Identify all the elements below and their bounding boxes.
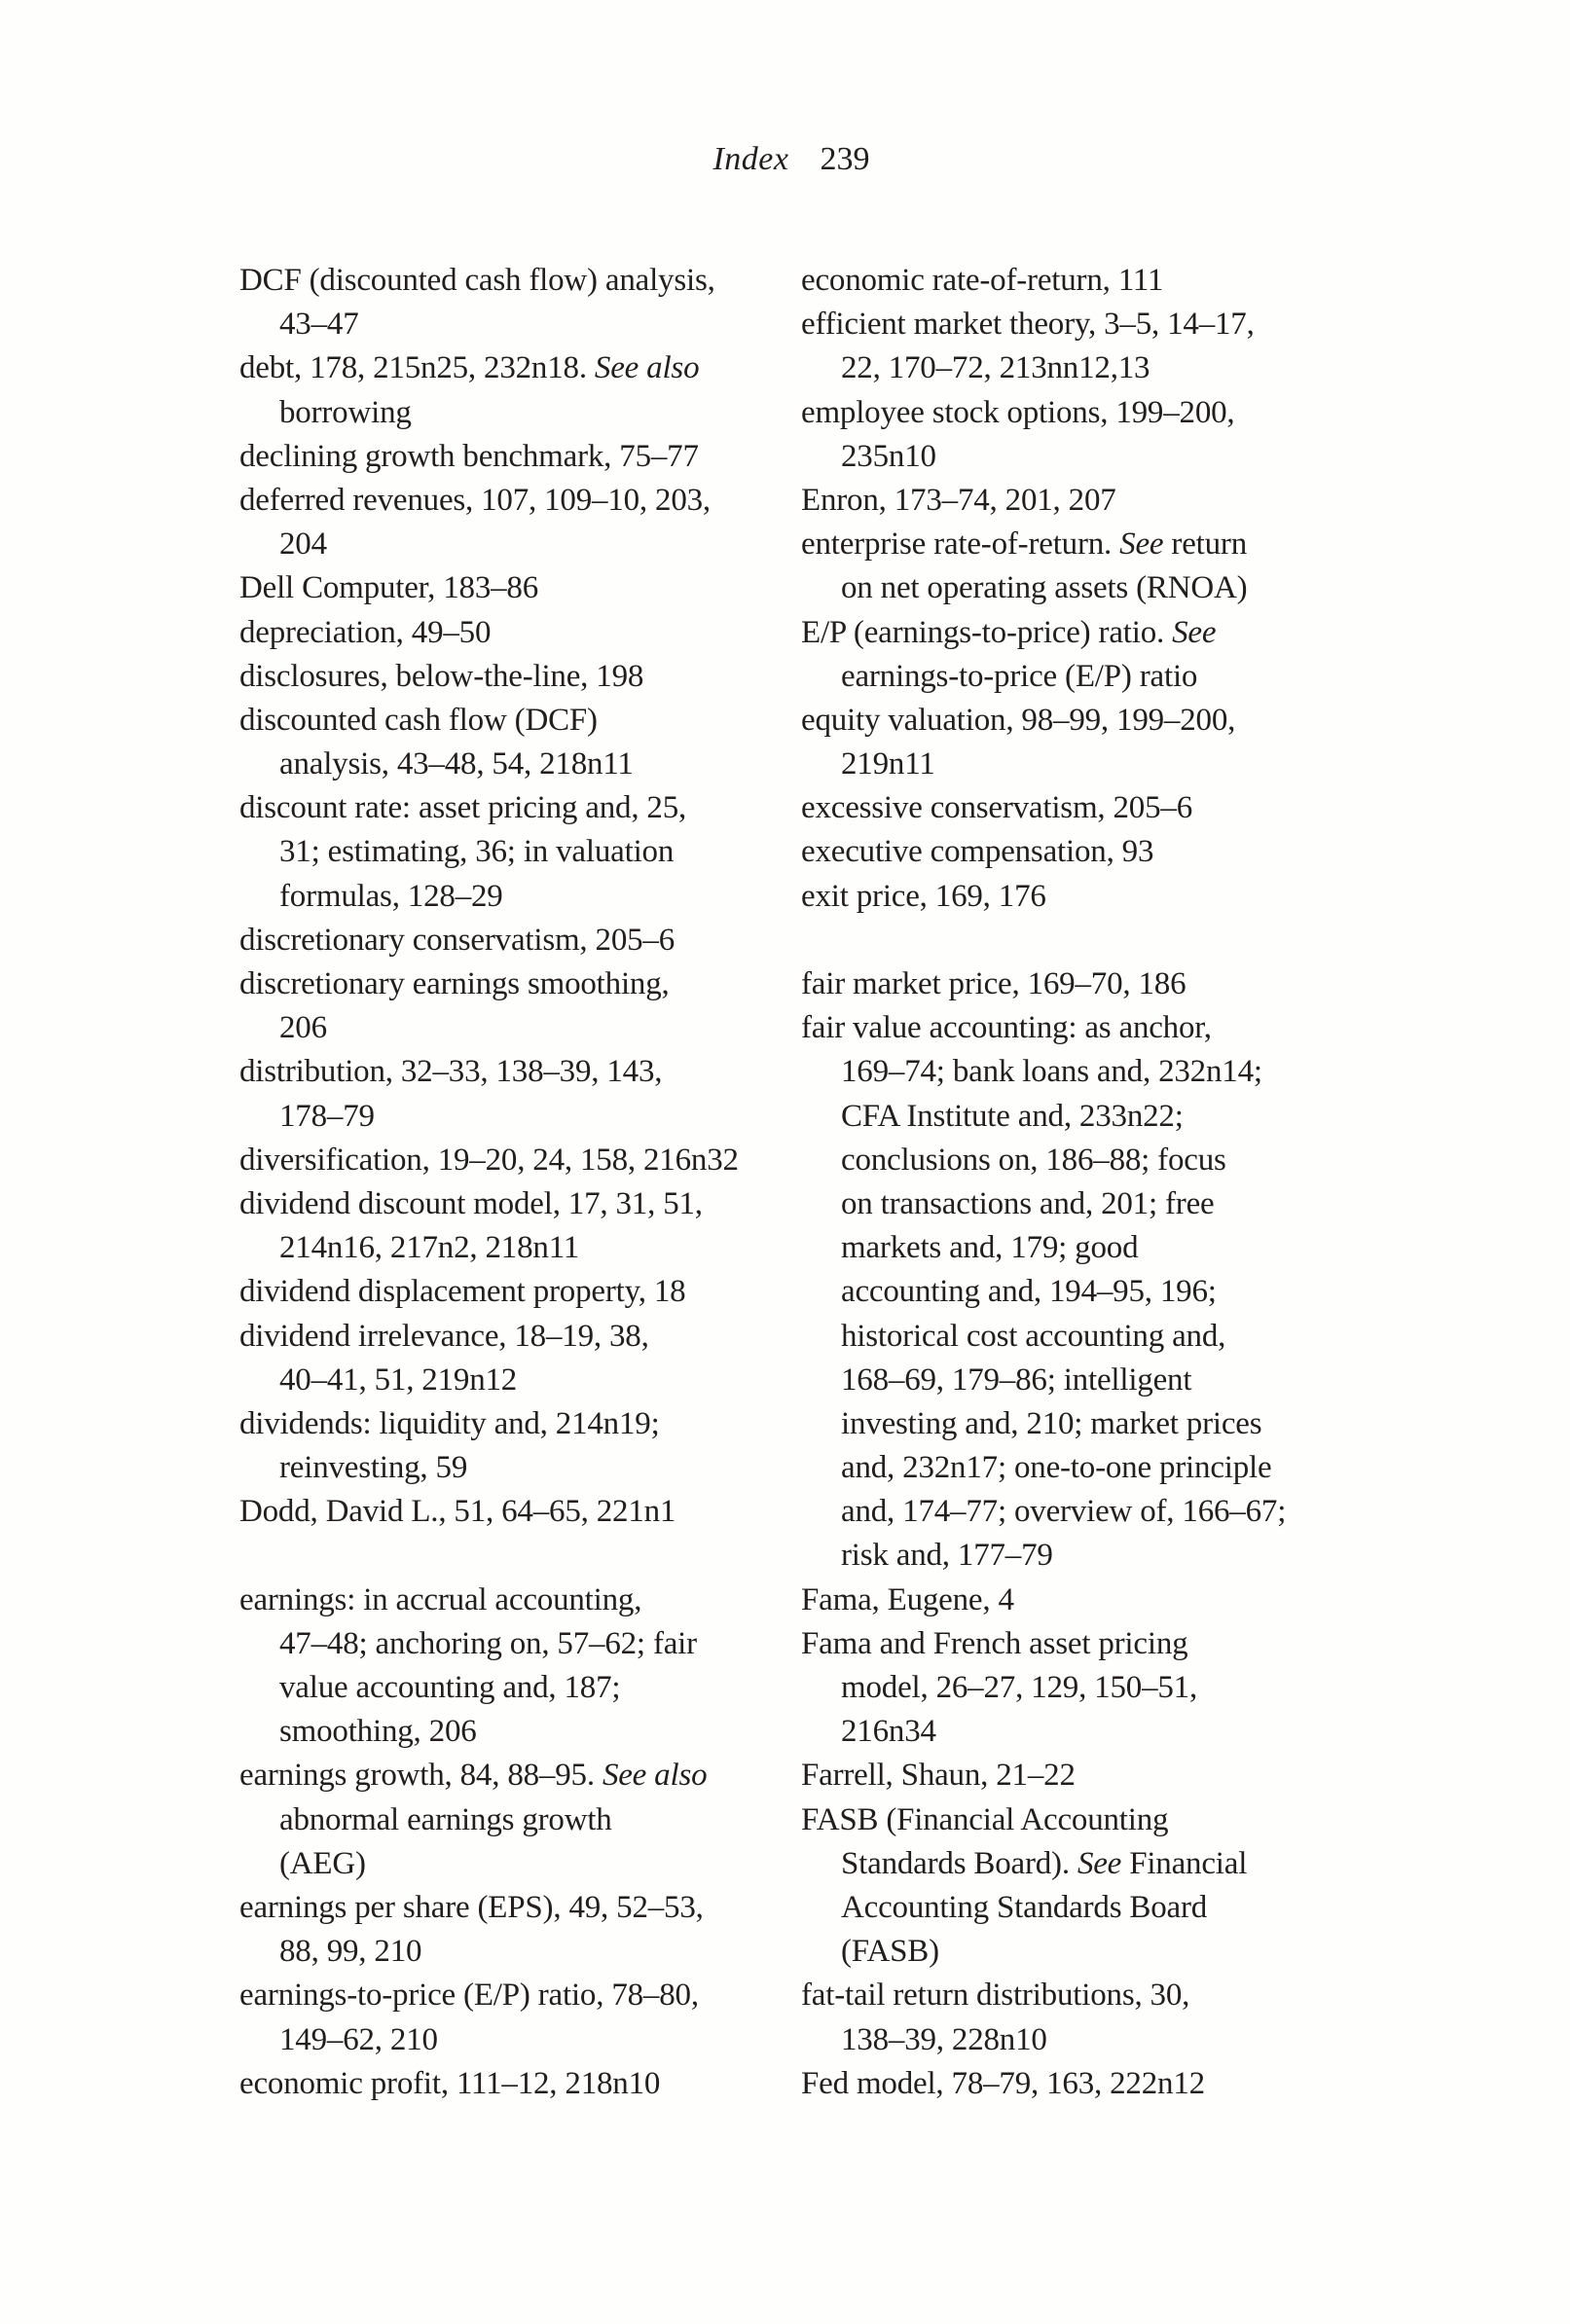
index-entry: deferred revenues, 107, 109–10, 203,	[239, 482, 711, 518]
index-entry: declining growth benchmark, 75–77	[239, 438, 699, 474]
index-entry-continuation: risk and, 177–79	[841, 1538, 1053, 1574]
page-number: 239	[820, 141, 870, 177]
index-entry: employee stock options, 199–200,	[801, 394, 1235, 430]
index-entry: E/P (earnings-to-price) ratio. See	[801, 614, 1217, 650]
index-entry-continuation: markets and, 179; good	[841, 1230, 1139, 1266]
index-entry-continuation: and, 174–77; overview of, 166–67;	[841, 1494, 1287, 1530]
index-entry: Fama and French asset pricing	[801, 1625, 1188, 1661]
index-entry: Enron, 173–74, 201, 207	[801, 482, 1116, 518]
index-entry-continuation: abnormal earnings growth	[279, 1801, 612, 1837]
index-entry-continuation: analysis, 43–48, 54, 218n11	[279, 746, 634, 782]
index-entry: Fed model, 78–79, 163, 222n12	[801, 2065, 1205, 2101]
index-entry-continuation: 219n11	[841, 746, 935, 782]
index-entry-continuation: and, 232n17; one-to-one principle	[841, 1450, 1272, 1486]
index-entry: economic rate-of-return, 111	[801, 263, 1164, 298]
index-entry: economic profit, 111–12, 218n10	[239, 2065, 661, 2101]
index-entry: Dell Computer, 183–86	[239, 570, 539, 606]
index-entry: dividends: liquidity and, 214n19;	[239, 1405, 660, 1441]
index-entry-continuation: on transactions and, 201; free	[841, 1185, 1215, 1221]
running-head	[239, 139, 1343, 180]
index-entry-continuation: 204	[279, 527, 327, 563]
index-entry-continuation: 216n34	[841, 1714, 936, 1750]
index-entry: dividend displacement property, 18	[239, 1274, 686, 1310]
index-entry: DCF (discounted cash flow) analysis,	[239, 263, 715, 298]
index-entry-continuation: historical cost accounting and,	[841, 1318, 1226, 1354]
index-columns	[239, 259, 1343, 2106]
index-entry: enterprise rate-of-return. See return	[801, 527, 1248, 563]
index-entry-continuation: 43–47	[279, 307, 359, 343]
index-entry-continuation: accounting and, 194–95, 196;	[841, 1274, 1217, 1310]
index-entry: dividend discount model, 17, 31, 51,	[239, 1185, 703, 1221]
index-entry-continuation: (AEG)	[279, 1845, 366, 1881]
index-entry-continuation: 22, 170–72, 213nn12,13	[841, 350, 1150, 386]
index-entry-continuation: 214n16, 217n2, 218n11	[279, 1230, 580, 1266]
index-entry: diversification, 19–20, 24, 158, 216n32	[239, 1142, 739, 1178]
index-entry-continuation: 149–62, 210	[279, 2021, 438, 2057]
index-entry: earnings growth, 84, 88–95. See also	[239, 1758, 708, 1794]
index-entry: dividend irrelevance, 18–19, 38,	[239, 1318, 649, 1354]
index-entry: Fama, Eugene, 4	[801, 1581, 1014, 1617]
index-entry-continuation: Accounting Standards Board	[841, 1889, 1208, 1925]
index-entry-continuation: formulas, 128–29	[279, 878, 503, 914]
index-entry: fair market price, 169–70, 186	[801, 966, 1187, 1001]
index-entry: earnings-to-price (E/P) ratio, 78–80,	[239, 1978, 699, 2014]
index-entry: Farrell, Shaun, 21–22	[801, 1758, 1076, 1794]
index-entry: distribution, 32–33, 138–39, 143,	[239, 1054, 663, 1090]
index-entry-continuation: Standards Board). See Financial	[841, 1845, 1248, 1881]
index-entry-continuation: 40–41, 51, 219n12	[279, 1362, 518, 1398]
index-entry: exit price, 169, 176	[801, 878, 1046, 914]
index-entry: efficient market theory, 3–5, 14–17,	[801, 307, 1255, 343]
page-title: Index	[712, 141, 789, 177]
index-entry-continuation: CFA Institute and, 233n22;	[841, 1098, 1184, 1134]
index-entry: fat-tail return distributions, 30,	[801, 1978, 1190, 2014]
index-entry-continuation: value accounting and, 187;	[279, 1670, 621, 1705]
index-entry-continuation: (FASB)	[841, 1934, 939, 1970]
index-entry-continuation: 235n10	[841, 438, 936, 474]
index-entry: excessive conservatism, 205–6	[801, 790, 1193, 826]
index-entry-continuation: 138–39, 228n10	[841, 2021, 1047, 2057]
index-entry-continuation: 47–48; anchoring on, 57–62; fair	[279, 1625, 697, 1661]
index-entry: depreciation, 49–50	[239, 614, 492, 650]
index-entry-continuation: smoothing, 206	[279, 1714, 477, 1750]
index-entry: earnings per share (EPS), 49, 52–53,	[239, 1889, 704, 1925]
index-entry: fair value accounting: as anchor,	[801, 1010, 1212, 1046]
index-entry-continuation: model, 26–27, 129, 150–51,	[841, 1670, 1198, 1705]
index-entry-continuation: reinvesting, 59	[279, 1450, 468, 1486]
index-entry: equity valuation, 98–99, 199–200,	[801, 702, 1236, 738]
index-entry: executive compensation, 93	[801, 834, 1154, 870]
index-entry-continuation: earnings-to-price (E/P) ratio	[841, 658, 1198, 694]
index-entry-continuation: conclusions on, 186–88; focus	[841, 1142, 1226, 1178]
index-entry-continuation: 169–74; bank loans and, 232n14;	[841, 1054, 1262, 1090]
index-entry: discretionary conservatism, 205–6	[239, 922, 675, 958]
blank-line	[239, 1534, 781, 1578]
index-entry-continuation: 88, 99, 210	[279, 1934, 422, 1970]
index-entry: discount rate: asset pricing and, 25,	[239, 790, 687, 826]
index-entry-continuation: investing and, 210; market prices	[841, 1405, 1262, 1441]
index-entry: discretionary earnings smoothing,	[239, 966, 670, 1001]
index-entry-continuation: 178–79	[279, 1098, 375, 1134]
index-entry: Dodd, David L., 51, 64–65, 221n1	[239, 1494, 676, 1530]
index-entry-continuation: 31; estimating, 36; in valuation	[279, 834, 675, 870]
index-entry: discounted cash flow (DCF)	[239, 702, 598, 738]
index-column-right	[801, 259, 1343, 2106]
index-entry-continuation: borrowing	[279, 394, 412, 430]
index-entry-continuation: 206	[279, 1010, 327, 1046]
index-entry-continuation: 168–69, 179–86; intelligent	[841, 1362, 1192, 1398]
blank-line	[801, 919, 1343, 962]
index-entry: debt, 178, 215n25, 232n18. See also	[239, 350, 700, 386]
index-entry-continuation: on net operating assets (RNOA)	[841, 570, 1248, 606]
index-column-left	[239, 259, 781, 2106]
index-entry: disclosures, below-the-line, 198	[239, 658, 644, 694]
index-entry: FASB (Financial Accounting	[801, 1801, 1169, 1837]
index-entry: earnings: in accrual accounting,	[239, 1581, 642, 1617]
